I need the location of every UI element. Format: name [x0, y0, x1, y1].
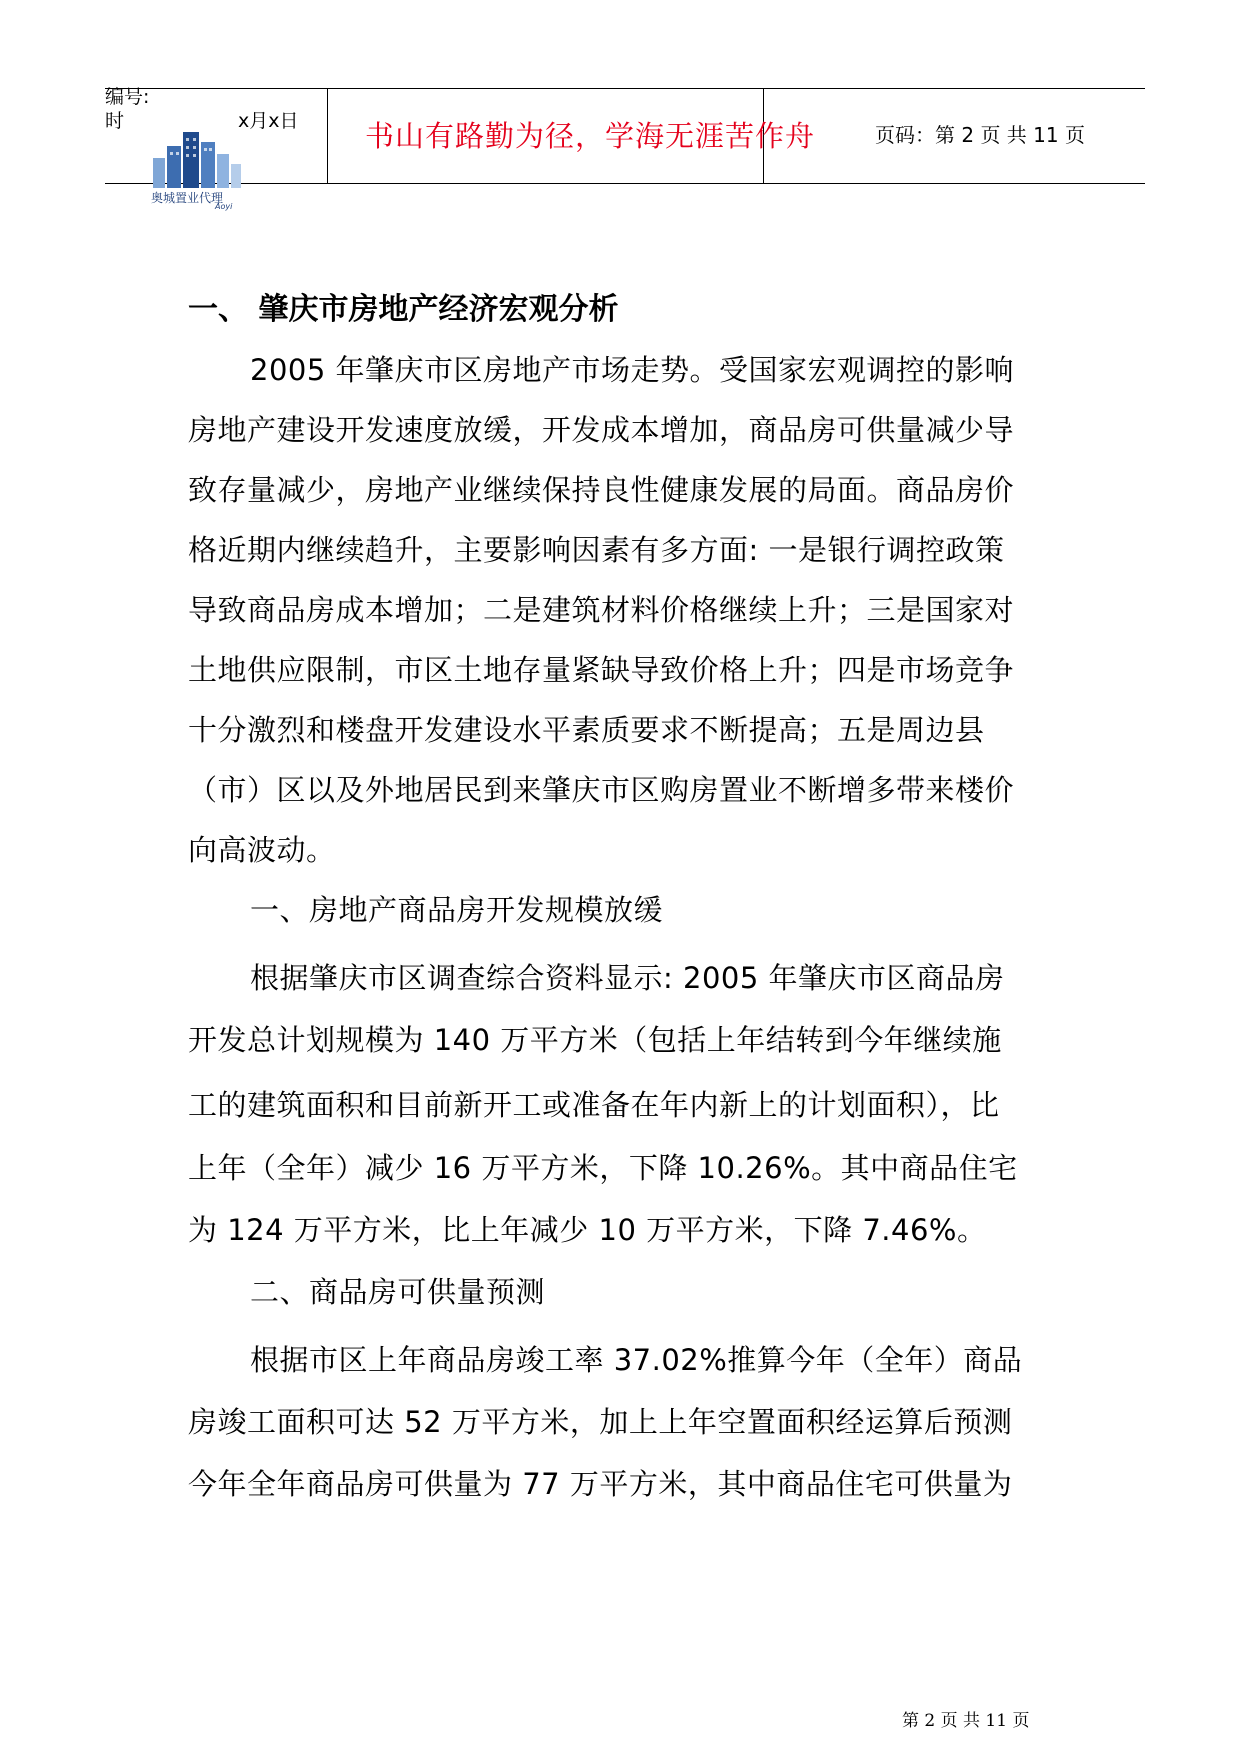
body-line: 格近期内继续趋升，主要影响因素有多方面: 一是银行调控政策: [188, 533, 1005, 567]
body-line: 向高波动。: [188, 833, 336, 867]
body-line: 2005 年肇庆市区房地产市场走势。受国家宏观调控的影响: [250, 353, 1015, 387]
body-line: 土地供应限制，市区土地存量紧缺导致价格上升；四是市场竞争: [188, 653, 1015, 687]
body-line: 导致商品房成本增加；二是建筑材料价格继续上升；三是国家对: [188, 593, 1015, 627]
logo-subtext: Aoyi: [215, 202, 233, 211]
date-text: x月x日: [238, 110, 299, 132]
time-label: 时: [105, 110, 125, 132]
body-line: 上年（全年）减少 16 万平方米，下降 10.26%。其中商品住宅: [188, 1151, 1018, 1185]
section-title: 一、 肇庆市房地产经济宏观分析: [188, 292, 619, 327]
body-line: （市）区以及外地居民到来肇庆市区购房置业不断增多带来楼价: [188, 773, 1015, 807]
body-line: 根据市区上年商品房竣工率 37.02%推算今年（全年）商品: [250, 1343, 1023, 1377]
body-line: 今年全年商品房可供量为 77 万平方米，其中商品住宅可供量为: [188, 1467, 1013, 1501]
body-line: 致存量减少，房地产业继续保持良性健康发展的局面。商品房价: [188, 473, 1015, 507]
body-line: 开发总计划规模为 140 万平方米（包括上年结转到今年继续施: [188, 1023, 1002, 1057]
header-divider-left: [327, 88, 328, 184]
header-slogan: 书山有路勤为径，学海无涯苦作舟: [365, 119, 816, 153]
header-page-info: 页码：第 2 页 共 11 页: [875, 123, 1085, 147]
body-line: 根据肇庆市区调查综合资料显示: 2005 年肇庆市区商品房: [250, 961, 1005, 995]
body-line: 房竣工面积可达 52 万平方米，加上上年空置面积经运算后预测: [188, 1405, 1013, 1439]
subsection-heading: 二、商品房可供量预测: [250, 1275, 546, 1309]
header-bottom-rule: [105, 183, 1145, 184]
body-line: 为 124 万平方米，比上年减少 10 万平方米，下降 7.46%。: [188, 1213, 987, 1247]
subsection-heading: 一、房地产商品房开发规模放缓: [250, 893, 664, 927]
number-label: 编号:: [105, 86, 150, 108]
header-top-rule: [105, 88, 1145, 89]
logo-text: 奥城置业代理: [151, 191, 224, 205]
body-line: 工的建筑面积和目前新开工或准备在年内新上的计划面积），比: [188, 1088, 1000, 1122]
body-line: 房地产建设开发速度放缓，开发成本增加，商品房可供量减少导: [188, 413, 1015, 447]
body-line: 十分激烈和楼盘开发建设水平素质要求不断提高；五是周边县: [188, 713, 985, 747]
page-header: [105, 86, 1145, 211]
page-footer: 第 2 页 共 11 页: [902, 1711, 1030, 1731]
